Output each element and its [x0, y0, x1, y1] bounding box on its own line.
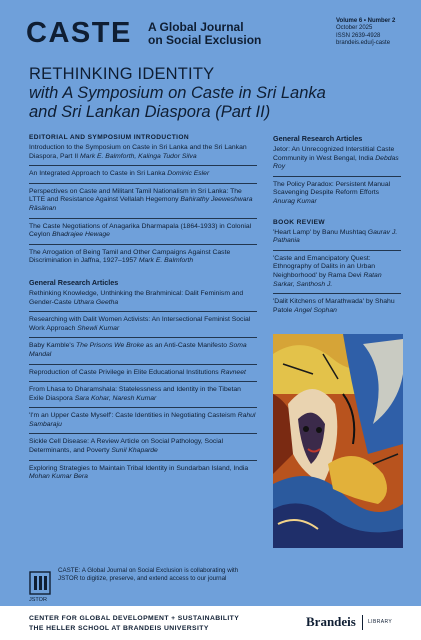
issue-date: October 2025: [336, 25, 373, 32]
book-review-entry: 'Caste and Emancipatory Quest: Ethnography of Dalits in an Urban Neighborhood' by Rama Devi Ratan Sarkar, Santhosh J.: [273, 255, 401, 294]
article-entry: Rethinking Knowledge, Unthinking the Brahminical: Dalit Feminism and Gender-Caste Uthara Geetha: [29, 290, 257, 312]
jstor-label: JSTOR: [29, 597, 47, 603]
brandeis-logo: Brandeis: [306, 614, 356, 629]
article-entry: Researching with Dalit Women Activists: An Intersectional Feminist Social Work Approach Shewli Kumar: [29, 316, 257, 338]
issue-title: [29, 65, 409, 122]
article-entry: Perspectives on Caste and Militant Tamil Nationalism in Sri Lanka: The LTTE and Resistance Against Vellalah Hegemony Bahirathy Jeeweshwara Räsänan: [29, 188, 257, 219]
section-heading: General Research Articles: [273, 134, 363, 143]
journal-url: brandeis.edu/j-caste: [336, 39, 391, 46]
journal-logo: CASTE: [26, 17, 132, 49]
masthead: [26, 18, 406, 52]
article-entry: Exploring Strategies to Maintain Tribal Identity in Sundarban Island, India Mohan Kumar Bera: [29, 464, 249, 481]
issue-meta: [336, 18, 406, 47]
book-review-entry: 'Heart Lamp' by Banu Mushtaq Gaurav J. Pathania: [273, 229, 401, 251]
title-line-3: and Sri Lankan Diaspora (Part II): [29, 103, 271, 121]
article-entry: Reproduction of Caste Privilege in Elite Educational Institutions Ravneet: [29, 369, 257, 383]
title-line-2: with A Symposium on Caste in Sri Lanka: [29, 84, 326, 102]
article-entry: Introduction to the Symposium on Caste in Sri Lanka and the Sri Lankan Diaspora, Part II Mark E. Balmforth, Kalinga Tudor Silva: [29, 144, 257, 166]
footer: [0, 606, 421, 640]
jstor-logo-icon: [29, 571, 51, 595]
library-label: LIBRARY: [368, 619, 393, 625]
article-entry: 'I'm an Upper Caste Myself': Caste Identities in Negotiating Casteism Rahul Sambaraju: [29, 412, 257, 434]
article-entry: An Integrated Approach to Caste in Sri Lanka Dominic Esler: [29, 170, 257, 184]
article-entry: From Lhasa to Dharamshala: Statelessness and Identity in the Tibetan Exile Diaspora Sara Kohar, Naresh Kumar: [29, 386, 257, 408]
painting-icon: [273, 334, 403, 548]
logo-divider: [362, 615, 363, 630]
issn: ISSN 2639-4928: [336, 32, 381, 39]
footer-center-name: CENTER FOR GLOBAL DEVELOPMENT + SUSTAINABILITY: [29, 615, 240, 622]
section-heading: General Research Articles: [29, 277, 119, 287]
article-entry: Sickle Cell Disease: A Review Article on Social Pathology, Social Determinants, and Poverty Sunil Khaparde: [29, 438, 257, 460]
section-heading: EDITORIAL AND SYMPOSIUM INTRODUCTION: [29, 134, 190, 141]
journal-tagline: [148, 21, 261, 47]
cover-artwork: [273, 334, 403, 548]
book-review-entry: 'Dalit Kitchens of Marathwada' by Shahu Patole Angel Sophan: [273, 298, 395, 314]
volume-number: Volume 6 • Number 2: [336, 18, 396, 24]
right-column: [273, 134, 401, 323]
footer-school-name: THE HELLER SCHOOL AT BRANDEIS UNIVERSITY: [29, 625, 209, 632]
section-heading: BOOK REVIEW: [273, 218, 326, 226]
tagline-line-1: A Global Journal: [148, 20, 244, 34]
article-entry: Jetor: An Unrecognized Interstitial Caste Community in West Bengal, India Debdas Roy: [273, 146, 401, 177]
article-entry: The Arrogation of Being Tamil and Other Campaigns Against Caste Discrimination in Jaffna, 1927–1957 Mark E. Balmforth: [29, 248, 231, 265]
left-column: [29, 134, 257, 490]
tagline-line-2: on Social Exclusion: [148, 33, 262, 47]
title-line-1: RETHINKING IDENTITY: [29, 65, 215, 83]
article-entry: The Caste Negotiations of Anagarika Dharmapala (1864-1933) in Colonial Ceylon Bhadrajee Hewage: [29, 223, 257, 245]
article-entry: The Policy Paradox: Persistent Manual Scavenging Despite Reform Efforts Anurag Kumar: [273, 180, 391, 205]
jstor-notice: CASTE: A Global Journal on Social Exclusion is collaborating with JSTOR to digitize, preserve, and extend access to our journal: [58, 567, 239, 582]
article-entry: Baby Kamble's The Prisons We Broke as an Anti-Caste Manifesto Soma Mandal: [29, 342, 257, 364]
